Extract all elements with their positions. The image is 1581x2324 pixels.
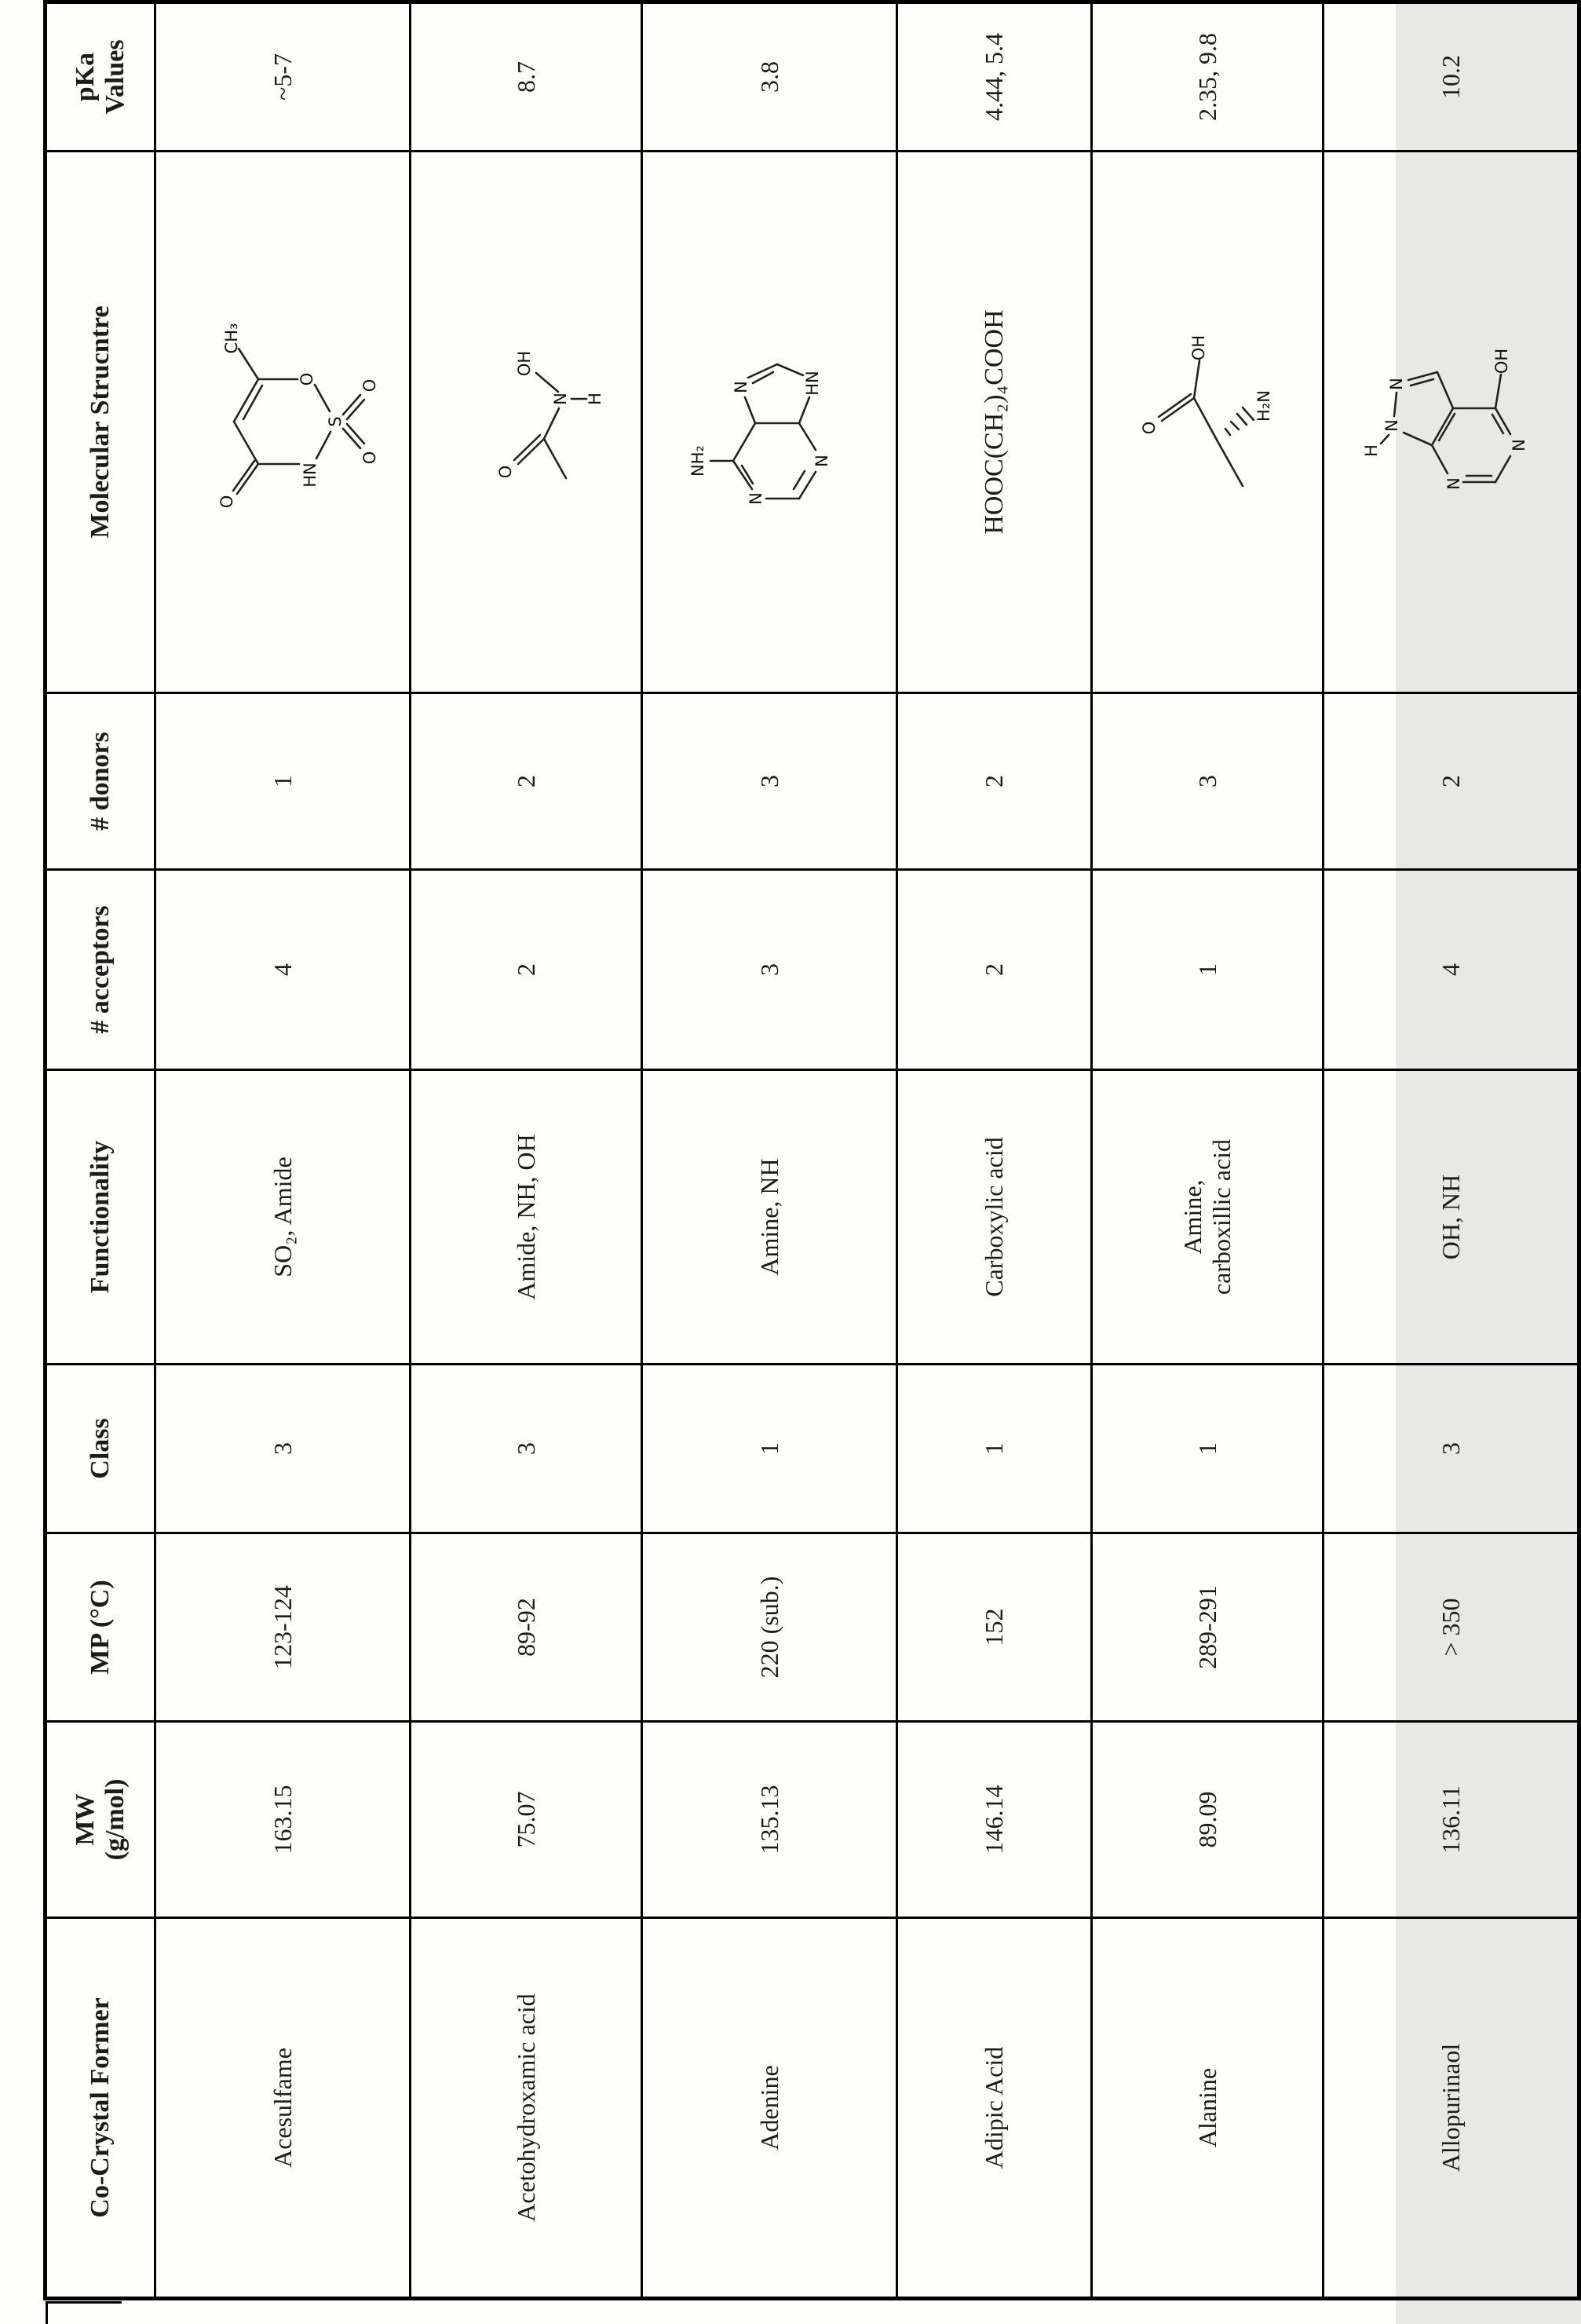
col-header-donors: # donors (46, 693, 155, 870)
cropped-next-column-line (46, 2301, 122, 2304)
cell-name: Alanine (1092, 1918, 1324, 2299)
col-header-pka: pKa Values (46, 2, 155, 152)
cell-class: 1 (642, 1365, 897, 1533)
adenine-structure (675, 297, 864, 548)
atom-label: N (551, 393, 570, 406)
cell-mp: 289-291 (1092, 1533, 1324, 1722)
cell-class: 1 (1092, 1365, 1324, 1533)
cell-pka: 8.7 (411, 2, 642, 152)
col-header-functionality: Functionality (46, 1070, 155, 1365)
cell-donors: 2 (1324, 693, 1579, 870)
allopurinol-structure (1356, 305, 1545, 540)
atom-label: H₂N (1254, 390, 1273, 422)
cell-pka: 4.44, 5.4 (897, 2, 1092, 152)
cell-class: 3 (155, 1365, 411, 1533)
atom-label: CH₃ (222, 323, 241, 354)
cell-mw: 135.13 (642, 1722, 897, 1918)
cell-donors: 2 (411, 693, 642, 870)
atom-label: OH (515, 351, 534, 377)
cell-functionality: Amine, NH (642, 1070, 897, 1365)
cell-mw: 89.09 (1092, 1722, 1324, 1918)
cell-name: Acetohydroxamic acid (411, 1918, 642, 2299)
atom-label: O (1140, 422, 1159, 435)
cell-name: Acesulfame (155, 1918, 411, 2299)
cell-name: Allopurinaol (1324, 1918, 1579, 2299)
acesulfame-structure (188, 305, 377, 540)
bond-lines (514, 374, 586, 479)
bond-lines (710, 365, 816, 499)
atom-label: HN (301, 462, 319, 488)
cell-mp: 89-92 (411, 1533, 642, 1722)
col-header-class: Class (46, 1365, 155, 1533)
cell-mp: 123-124 (155, 1533, 411, 1722)
atom-label: HN (803, 371, 822, 396)
atom-label: N (812, 455, 831, 468)
col-header-cocrystal-former: Co-Crystal Former (46, 1918, 155, 2299)
cocrystal-formers-table (43, 0, 1581, 2300)
col-header-structure: Molecular Strucntre (46, 152, 155, 693)
cropped-next-column-line-stub (46, 2302, 48, 2324)
col-header-mw: MW (g/mol) (46, 1722, 155, 1918)
atom-label: S (326, 416, 345, 428)
cell-name: Adipic Acid (897, 1918, 1092, 2299)
cell-acceptors: 4 (1324, 870, 1579, 1070)
cell-pka: 3.8 (642, 2, 897, 152)
cell-donors: 1 (155, 693, 411, 870)
atom-label: OH (1189, 335, 1208, 361)
cell-acceptors: 1 (1092, 870, 1324, 1070)
cell-acceptors: 2 (411, 870, 642, 1070)
acetohydroxamic-acid-structure (444, 328, 608, 517)
atom-label: O (496, 466, 515, 479)
table-row-alanine (1092, 2, 1324, 2299)
cell-acceptors: 2 (897, 870, 1092, 1070)
atom-label: N (747, 492, 765, 506)
header-row (46, 2, 155, 2299)
cell-pka: ~5-7 (155, 2, 411, 152)
cell-mp: 152 (897, 1533, 1092, 1722)
cell-pka: 2.35, 9.8 (1092, 2, 1324, 152)
col-header-acceptors: # acceptors (46, 870, 155, 1070)
table-row-acetohydroxamic-acid (411, 2, 642, 2299)
col-header-mp: MP (°C) (46, 1533, 155, 1722)
atom-label: H (1362, 444, 1381, 458)
cell-donors: 3 (642, 693, 897, 870)
table-row-acesulfame (155, 2, 411, 2299)
atom-label: O (360, 451, 379, 465)
cell-class: 1 (897, 1365, 1092, 1533)
atom-label: N (1444, 477, 1463, 491)
cell-functionality: Amine, carboxillic acid (1092, 1070, 1324, 1365)
bond-lines (1159, 361, 1254, 487)
cell-donors: 2 (897, 693, 1092, 870)
cell-structure (642, 152, 897, 693)
cell-structure (1092, 152, 1324, 693)
cell-pka: 10.2 (1324, 2, 1579, 152)
alanine-structure (1125, 320, 1290, 524)
cell-functionality: Amide, NH, OH (411, 1070, 642, 1365)
table-row-adipic-acid (897, 2, 1092, 2299)
cell-functionality: Carboxylic acid (897, 1070, 1092, 1365)
cell-structure (155, 152, 411, 693)
cell-mw: 163.15 (155, 1722, 411, 1918)
atom-label: O (298, 373, 316, 386)
atom-label: OH (1492, 349, 1511, 375)
cell-mw: 75.07 (411, 1722, 642, 1918)
atom-label: O (360, 379, 379, 393)
cell-donors: 3 (1092, 693, 1324, 870)
cell-functionality: OH, NH (1324, 1070, 1579, 1365)
atom-label: H (586, 393, 604, 406)
atom-label: N (1510, 439, 1528, 452)
cell-mp: > 350 (1324, 1533, 1579, 1722)
cell-acceptors: 4 (155, 870, 411, 1070)
cell-mw: 136.11 (1324, 1722, 1579, 1918)
cell-structure (897, 152, 1092, 693)
atom-label: N (732, 381, 750, 394)
cell-mp: 220 (sub.) (642, 1533, 897, 1722)
atom-label: NH₂ (688, 445, 707, 477)
atom-label: N (1382, 419, 1401, 433)
cell-structure (411, 152, 642, 693)
cell-structure (1324, 152, 1579, 693)
cell-name: Adenine (642, 1918, 897, 2299)
cell-mw: 146.14 (897, 1722, 1092, 1918)
atom-label: O (217, 495, 236, 509)
cell-class: 3 (1324, 1365, 1579, 1533)
table-row-allopurinol (1324, 2, 1579, 2299)
cell-functionality: SO₂, Amide (155, 1070, 411, 1365)
table-row-adenine (642, 2, 897, 2299)
cell-class: 3 (411, 1365, 642, 1533)
adipic-acid-formula: HOOC(CH₂)₄COOH (979, 309, 1009, 535)
cell-acceptors: 3 (642, 870, 897, 1070)
atom-label: N (1387, 378, 1406, 391)
